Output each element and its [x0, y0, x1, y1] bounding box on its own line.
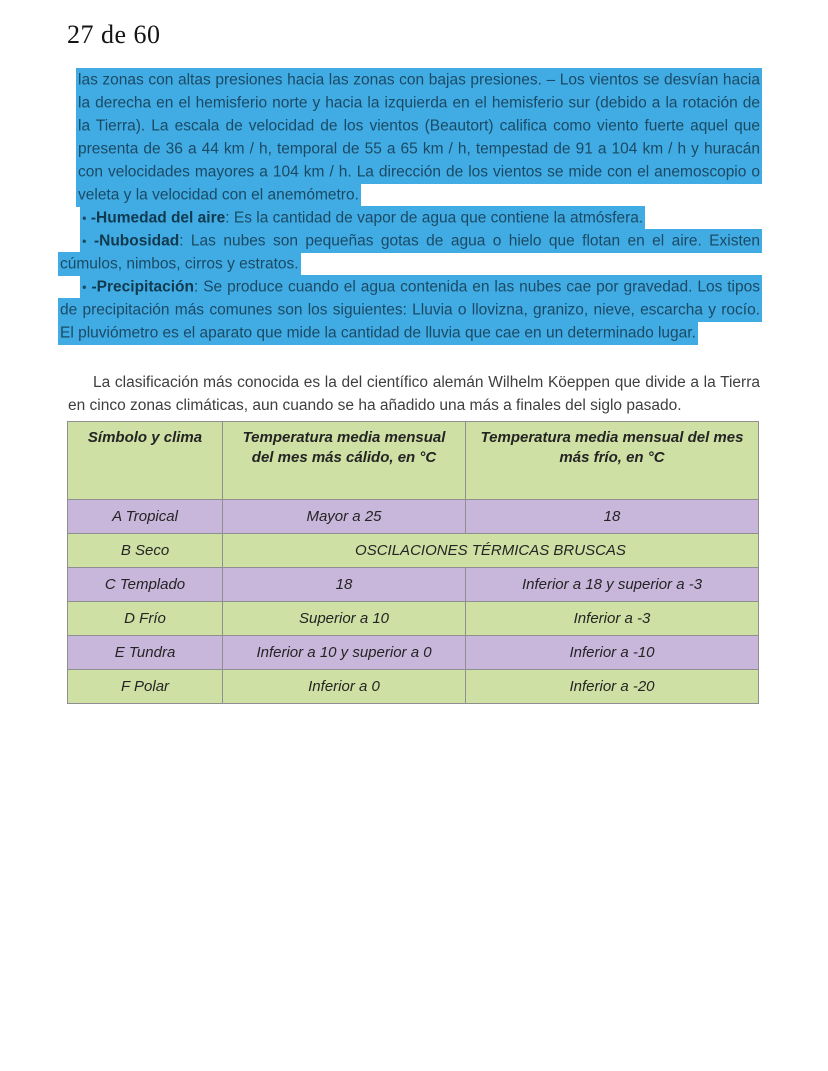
- table-row-f-polar: [68, 670, 759, 704]
- bullet-text: : Las nubes son pequeñas gotas de agua o hielo que flotan en el aire. Existen cúmulos, nimbos, cirros y estratos.: [60, 232, 760, 272]
- bullet-term: -Nubosidad: [93, 232, 180, 249]
- table-row-c-templado: [68, 568, 759, 602]
- header-symbol-climate: Símbolo y clima: [68, 422, 223, 500]
- cell-warm: 18: [223, 568, 466, 602]
- cell-cold: Inferior a -10: [466, 636, 759, 670]
- bullet-term: -Humedad del aire: [90, 209, 226, 226]
- bullet-item-precipitacion: [58, 275, 762, 344]
- bullet-text: : Es la cantidad de vapor de agua que contiene la atmósfera.: [225, 209, 644, 226]
- table-row-a-tropical: [68, 500, 759, 534]
- highlighted-paragraph: [76, 68, 762, 206]
- cell-symbol: B Seco: [68, 534, 223, 568]
- page-indicator: 27 de 60: [67, 20, 161, 49]
- cell-symbol: C Templado: [68, 568, 223, 602]
- bullet-marker-icon: •: [82, 233, 87, 248]
- cell-warm: Inferior a 0: [223, 670, 466, 704]
- climate-classification-table: [67, 421, 759, 704]
- cell-symbol: F Polar: [68, 670, 223, 704]
- bullet-marker-icon: •: [82, 279, 87, 294]
- header-cold-month-temp: Temperatura media mensual del mes más frío, en °C: [466, 422, 759, 500]
- table-row-d-frio: [68, 602, 759, 636]
- cell-symbol: E Tundra: [68, 636, 223, 670]
- cell-warm: Inferior a 10 y superior a 0: [223, 636, 466, 670]
- intro-paragraph: La clasificación más conocida es la del científico alemán Wilhelm Köeppen que divide a la Tierra en cinco zonas climáticas, aun cuando se ha añadido una más a finales del siglo pasado.: [68, 374, 760, 414]
- cell-cold: Inferior a -3: [466, 602, 759, 636]
- cell-cold: Inferior a -20: [466, 670, 759, 704]
- bullet-term: -Precipitación: [91, 278, 194, 295]
- bullet-text: : Se produce cuando el agua contenida en las nubes cae por gravedad. Los tipos de precipitación más comunes son los siguientes: Lluvia o llovizna, granizo, nieve, escarcha y rocío. El pluviómetro es el aparato que mide la cantidad de lluvia que cae en un determinado lugar.: [60, 278, 760, 341]
- cell-warm: Mayor a 25: [223, 500, 466, 534]
- cell-cold: Inferior a 18 y superior a -3: [466, 568, 759, 602]
- table-row-e-tundra: [68, 636, 759, 670]
- cell-symbol: A Tropical: [68, 500, 223, 534]
- table-header-row: [68, 422, 759, 500]
- cell-symbol: D Frío: [68, 602, 223, 636]
- bullet-marker-icon: •: [82, 210, 87, 225]
- cell-merged-oscillations: OSCILACIONES TÉRMICAS BRUSCAS: [223, 534, 759, 568]
- highlighted-passage: [58, 68, 762, 344]
- table-row-b-seco: [68, 534, 759, 568]
- cell-cold: 18: [466, 500, 759, 534]
- bullet-item-humedad: [58, 206, 762, 229]
- header-warm-month-temp: Temperatura media mensual del mes más cálido, en °C: [223, 422, 466, 500]
- cell-warm: Superior a 10: [223, 602, 466, 636]
- highlight-span: las zonas con altas presiones hacia las zonas con bajas presiones. – Los vientos se desvían hacia la derecha en el hemisferio norte y hacia la izquierda en el hemisferio sur (debido a la rotación de la Tierra). La escala de velocidad de los vientos (Beautort) califica como viento fuerte aquel que presenta de 36 a 44 km / h, temporal de 55 a 65 km / h, tempestad de 91 a 104 km / h y huracán con velocidades mayores a 104 km / h. La dirección de los vientos se mide con el anemoscopio o veleta y la velocidad con el anemómetro.: [76, 68, 762, 207]
- bullet-item-nubosidad: [58, 229, 762, 275]
